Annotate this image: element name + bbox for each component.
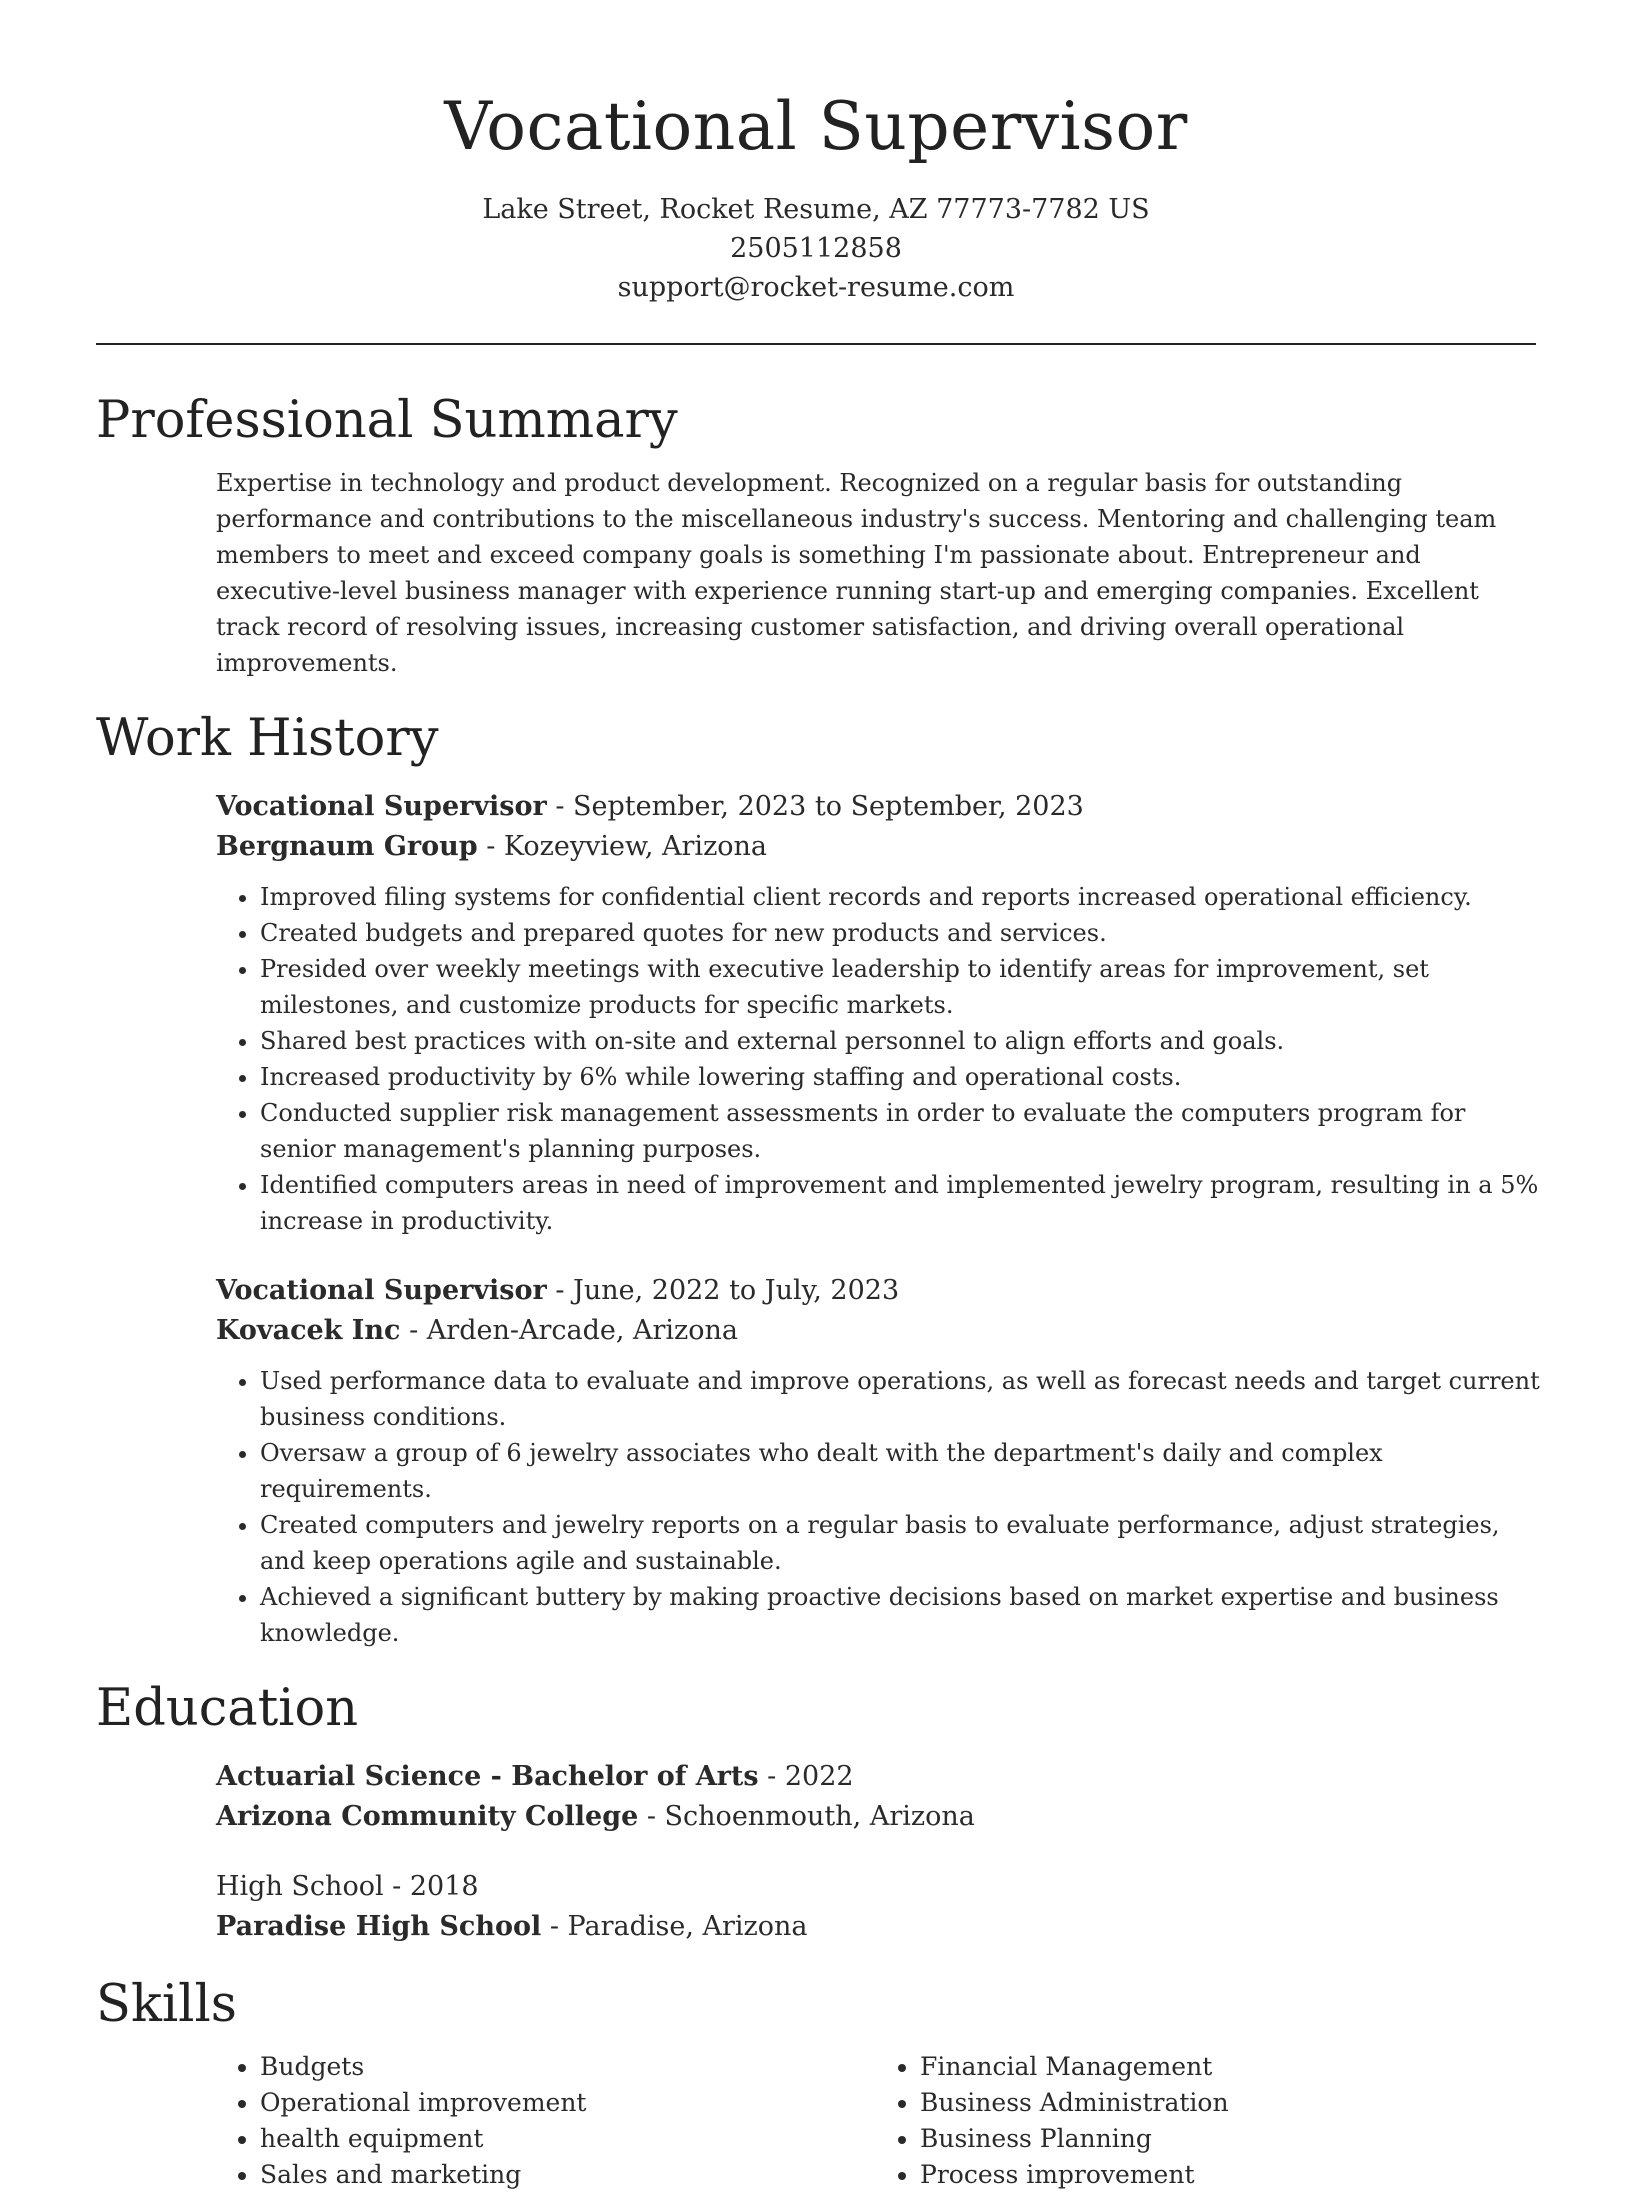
resume-page [96, 0, 1540, 2193]
education-degree-line [216, 1757, 1536, 1797]
job-bullet: • Conducted supplier risk management assessments in order to evaluate the computers program for senior management's planning purposes. [260, 1095, 1540, 1167]
resume-header [96, 0, 1536, 307]
education-degree-line [216, 1867, 1536, 1907]
contact-phone: 2505112858 [730, 233, 902, 264]
skill-item: • Sales and marketing [260, 2157, 876, 2193]
education-school-line [216, 1797, 1536, 1837]
job-role: Vocational Supervisor [216, 791, 547, 822]
education-year: - 2022 [758, 1761, 854, 1792]
skill-item: • Operational improvement [260, 2085, 876, 2121]
section-title-work-history: Work History [96, 709, 439, 768]
skill-item: • Business Planning [920, 2121, 1536, 2157]
job-bullets [216, 879, 1540, 1239]
education-location: - Schoenmouth, Arizona [638, 1801, 975, 1832]
skills-grid [216, 2049, 1536, 2193]
job-bullet: • Increased productivity by 6% while lowering staffing and operational costs. [260, 1059, 1540, 1095]
job-bullets [216, 1363, 1540, 1651]
skill-item: • Budgets [260, 2049, 876, 2085]
job-bullet: • Achieved a significant buttery by making proactive decisions based on market expertise and business knowledge. [260, 1579, 1540, 1651]
education-degree: Actuarial Science - Bachelor of Arts [216, 1761, 759, 1792]
job-bullet: • Improved filing systems for confidential client records and reports increased operational efficiency. [260, 879, 1540, 915]
education-school: Paradise High School [216, 1911, 542, 1942]
skills-column-left [216, 2049, 876, 2193]
section-title-skills: Skills [96, 1975, 237, 2034]
education-year: - 2018 [383, 1871, 479, 1902]
summary-text: Expertise in technology and product development. Recognized on a regular basis for outstanding performance and contributions to the miscellaneous industry's success. Mentoring and challenging team members to meet and exceed company goals is something I'm passionate about. Entrepreneur and executive-level business manager with experience running start-up and emerging companies. Excellent track record of resolving issues, increasing customer satisfaction, and driving overall operational improvements. [216, 469, 1497, 677]
education-degree: High School [216, 1871, 384, 1902]
job-company-line [216, 1311, 1536, 1351]
skills-column-right [876, 2049, 1536, 2193]
education-school: Arizona Community College [216, 1801, 639, 1832]
job-bullet: • Created computers and jewelry reports on a regular basis to evaluate performance, adjust strategies, and keep operations agile and sustainable. [260, 1507, 1540, 1579]
education-entry [216, 1757, 1536, 1837]
section-title-summary: Professional Summary [96, 391, 678, 450]
job-location: - Kozeyview, Arizona [477, 831, 768, 862]
skill-item: • Business Administration [920, 2085, 1536, 2121]
job-company-line [216, 827, 1536, 867]
education-school-line [216, 1907, 1536, 1947]
job-bullet: • Created budgets and prepared quotes for new products and services. [260, 915, 1540, 951]
section-title-education: Education [96, 1679, 359, 1738]
job-bullet: • Shared best practices with on-site and external personnel to align efforts and goals. [260, 1023, 1540, 1059]
job-location: - Arden-Arcade, Arizona [400, 1315, 739, 1346]
contact-email: support@rocket-resume.com [617, 272, 1015, 303]
candidate-name: Vocational Supervisor [444, 88, 1188, 165]
contact-address: Lake Street, Rocket Resume, AZ 77773-7782 US [482, 194, 1150, 225]
skill-item: • health equipment [260, 2121, 876, 2157]
job-dates: - September, 2023 to September, 2023 [546, 791, 1084, 822]
skill-item: • Process improvement [920, 2157, 1536, 2193]
job-bullet: • Presided over weekly meetings with executive leadership to identify areas for improvement, set milestones, and customize products for specific markets. [260, 951, 1540, 1023]
job-role-line [216, 787, 1536, 827]
header-divider [96, 343, 1536, 345]
job-dates: - June, 2022 to July, 2023 [546, 1275, 900, 1306]
job-role: Vocational Supervisor [216, 1275, 547, 1306]
job-entry [216, 787, 1539, 1239]
education-location: - Paradise, Arizona [541, 1911, 808, 1942]
job-bullet: • Identified computers areas in need of improvement and implemented jewelry program, resulting in a 5% increase in productivity. [260, 1167, 1540, 1239]
skill-item: • Financial Management [920, 2049, 1536, 2085]
job-bullet: • Oversaw a group of 6 jewelry associates who dealt with the department's daily and complex requirements. [260, 1435, 1540, 1507]
job-company: Bergnaum Group [216, 831, 478, 862]
job-company: Kovacek Inc [216, 1315, 401, 1346]
job-role-line [216, 1271, 1536, 1311]
job-entry [216, 1271, 1540, 1651]
job-bullet: • Used performance data to evaluate and improve operations, as well as forecast needs and target current business conditions. [260, 1363, 1540, 1435]
education-entry [216, 1867, 1536, 1947]
